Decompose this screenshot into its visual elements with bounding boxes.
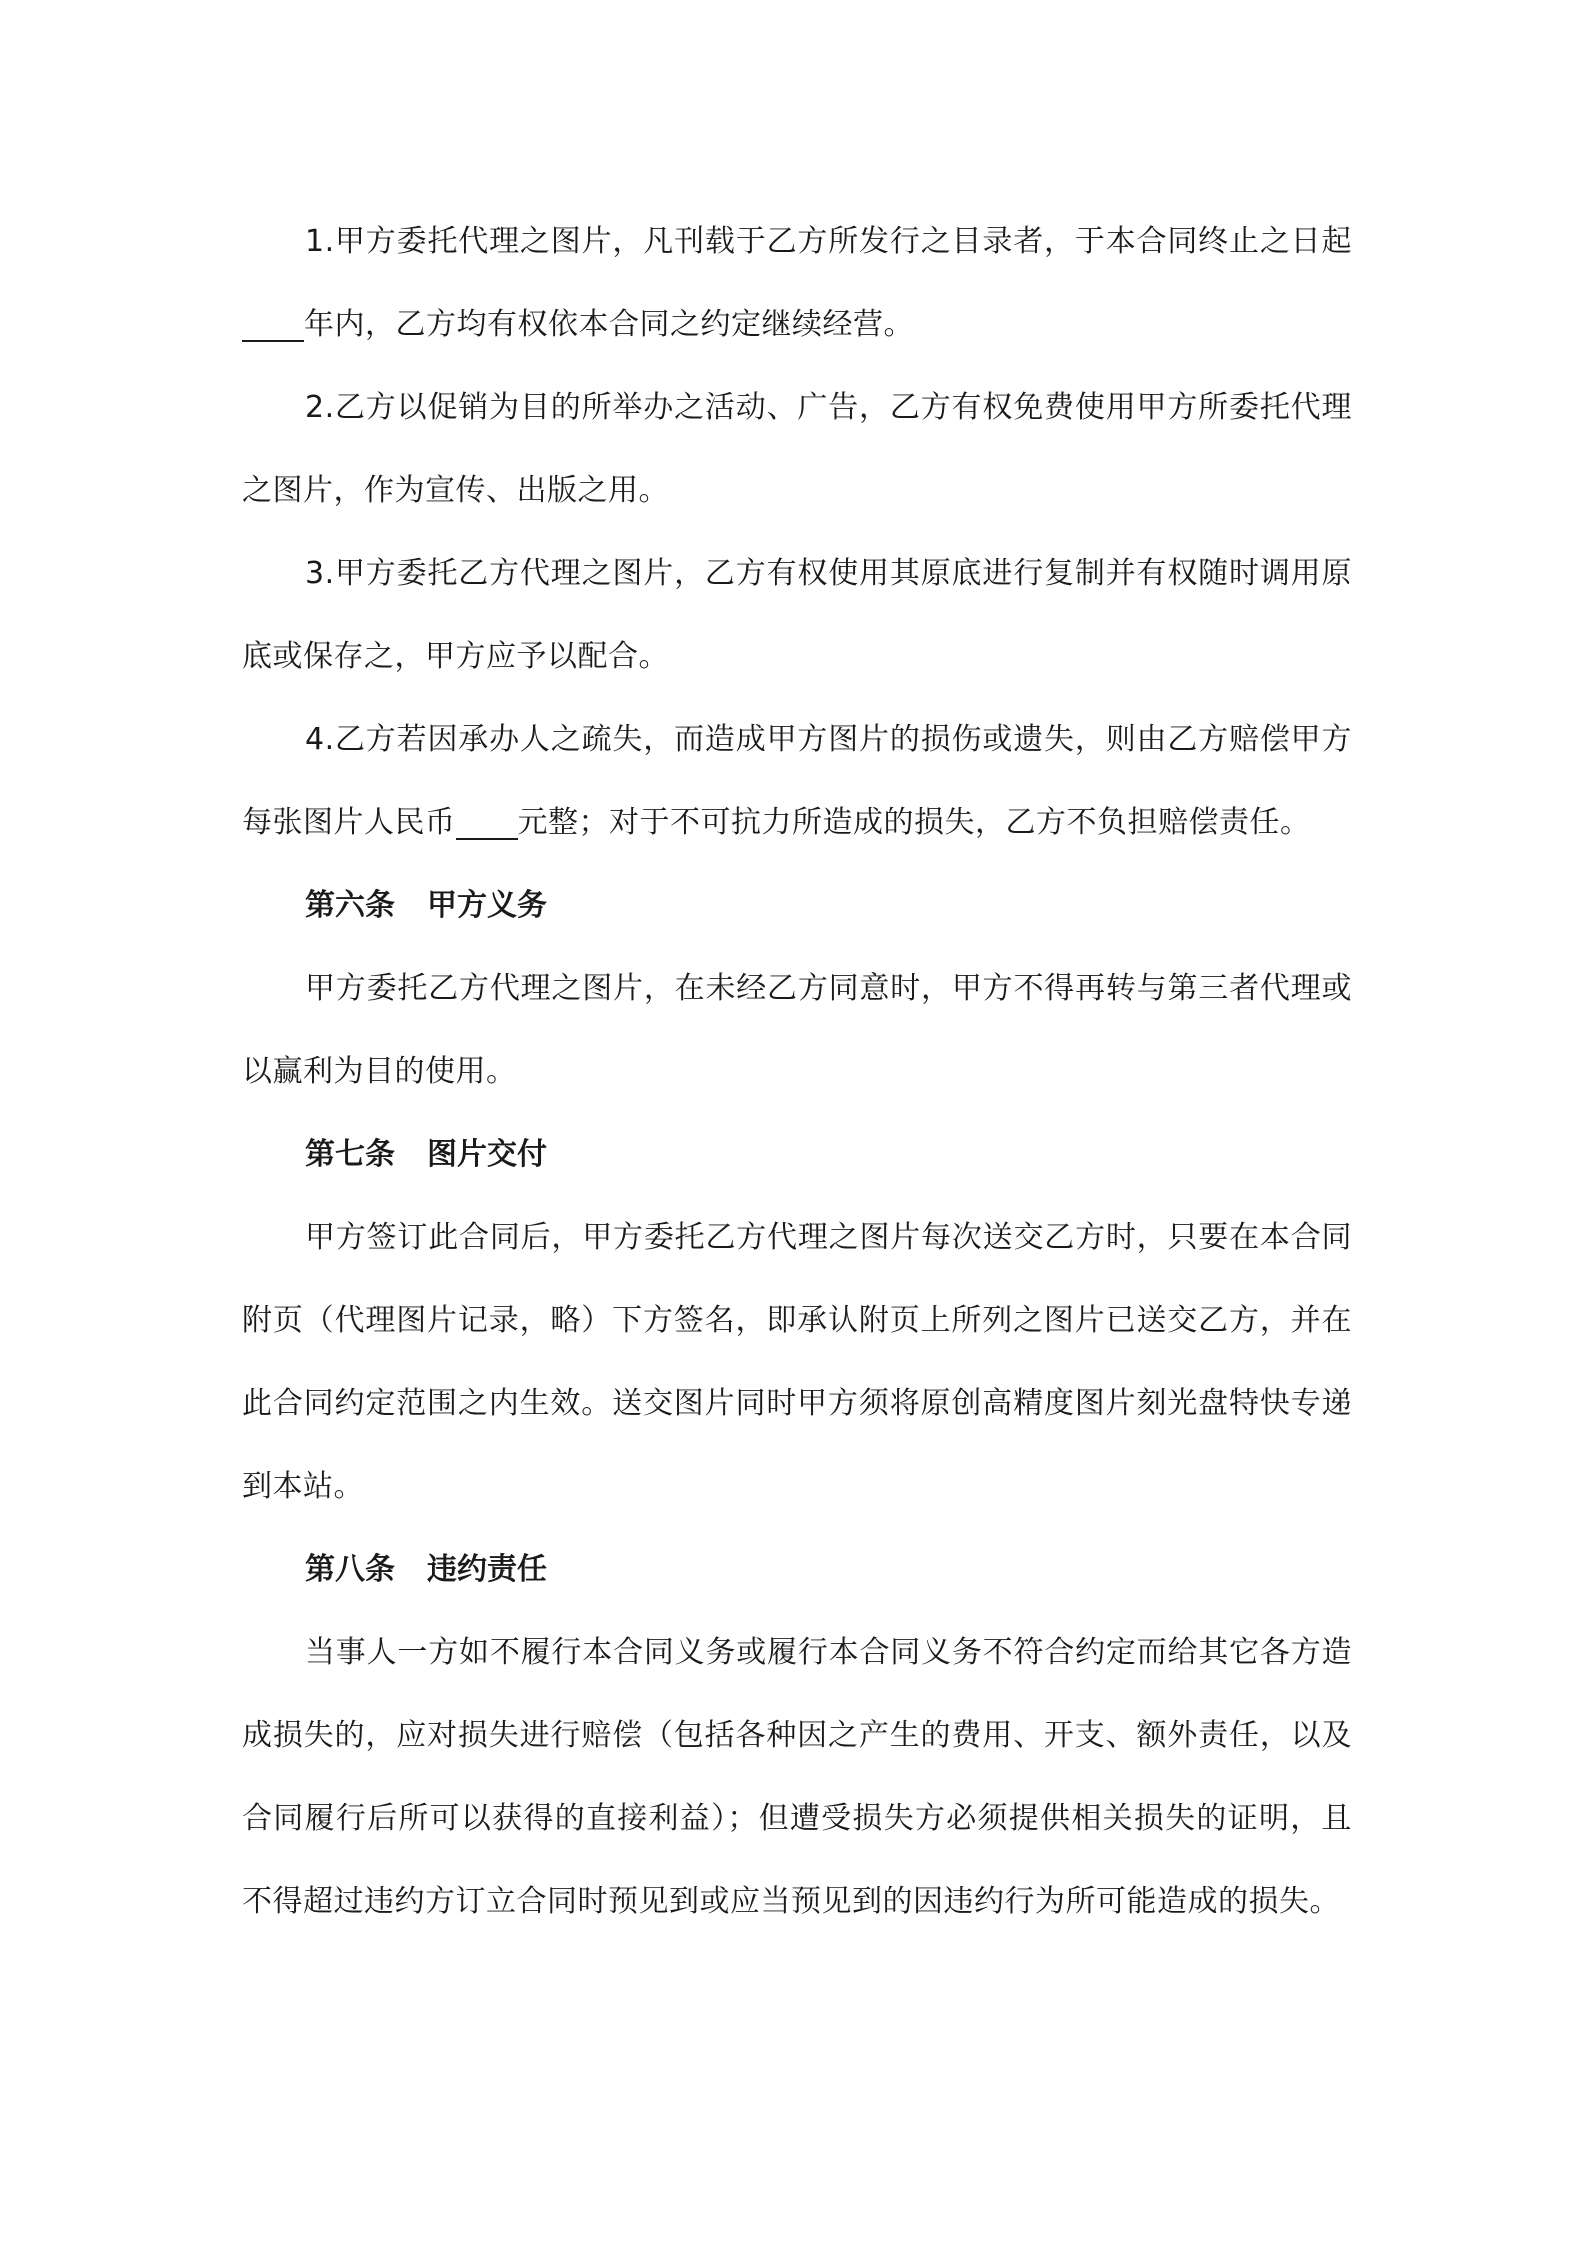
paragraph-2: 2.乙方以促销为目的所举办之活动、广告，乙方有权免费使用甲方所委托代理之图片，作为宣传、出版之用。	[242, 390, 1352, 508]
paragraph-1-text-after: 年内，乙方均有权依本合同之约定继续经营。	[304, 307, 914, 342]
article-8-heading	[242, 1528, 1352, 1611]
article-6-heading	[242, 864, 1352, 947]
article-7-text: 甲方签订此合同后，甲方委托乙方代理之图片每次送交乙方时，只要在本合同附页（代理图片记录，略）下方签名，即承认附页上所列之图片已送交乙方，并在此合同约定范围之内生效。送交图片同时甲方须将原创高精度图片刻光盘特快专递到本站。	[242, 1220, 1352, 1504]
article-7-title: 图片交付	[427, 1137, 547, 1172]
paragraph-4-text-before: 4.乙方若因承办人之疏失，而造成甲方图片的损伤或遗失，则由乙方赔偿甲方每张图片人民币	[242, 722, 1352, 840]
article-8-number: 第八条	[305, 1552, 395, 1587]
article-6-number: 第六条	[305, 888, 395, 923]
paragraph-4	[242, 698, 1352, 864]
article-6-text: 甲方委托乙方代理之图片，在未经乙方同意时，甲方不得再转与第三者代理或以赢利为目的使用。	[242, 971, 1352, 1089]
paragraph-4-text-after: 元整；对于不可抗力所造成的损失，乙方不负担赔偿责任。	[517, 805, 1311, 840]
paragraph-1	[242, 200, 1352, 366]
article-8-text: 当事人一方如不履行本合同义务或履行本合同义务不符合约定而给其它各方造成损失的，应对损失进行赔偿（包括各种因之产生的费用、开支、额外责任，以及合同履行后所可以获得的直接利益）；但遭受损失方必须提供相关损失的证明，且不得超过违约方订立合同时预见到或应当预见到的因违约行为所可能造成的损失。	[242, 1635, 1352, 1919]
article-7-heading	[242, 1113, 1352, 1196]
article-7-number: 第七条	[305, 1137, 395, 1172]
blank-years	[242, 310, 304, 342]
paragraph-1-text-before: 1.甲方委托代理之图片，凡刊载于乙方所发行之目录者，于本合同终止之日起	[305, 224, 1352, 259]
document-body	[242, 200, 1352, 1943]
article-8-title: 违约责任	[427, 1552, 547, 1587]
paragraph-3: 3.甲方委托乙方代理之图片，乙方有权使用其原底进行复制并有权随时调用原底或保存之，甲方应予以配合。	[242, 556, 1352, 674]
blank-amount	[456, 808, 518, 840]
article-6-title: 甲方义务	[427, 888, 547, 923]
